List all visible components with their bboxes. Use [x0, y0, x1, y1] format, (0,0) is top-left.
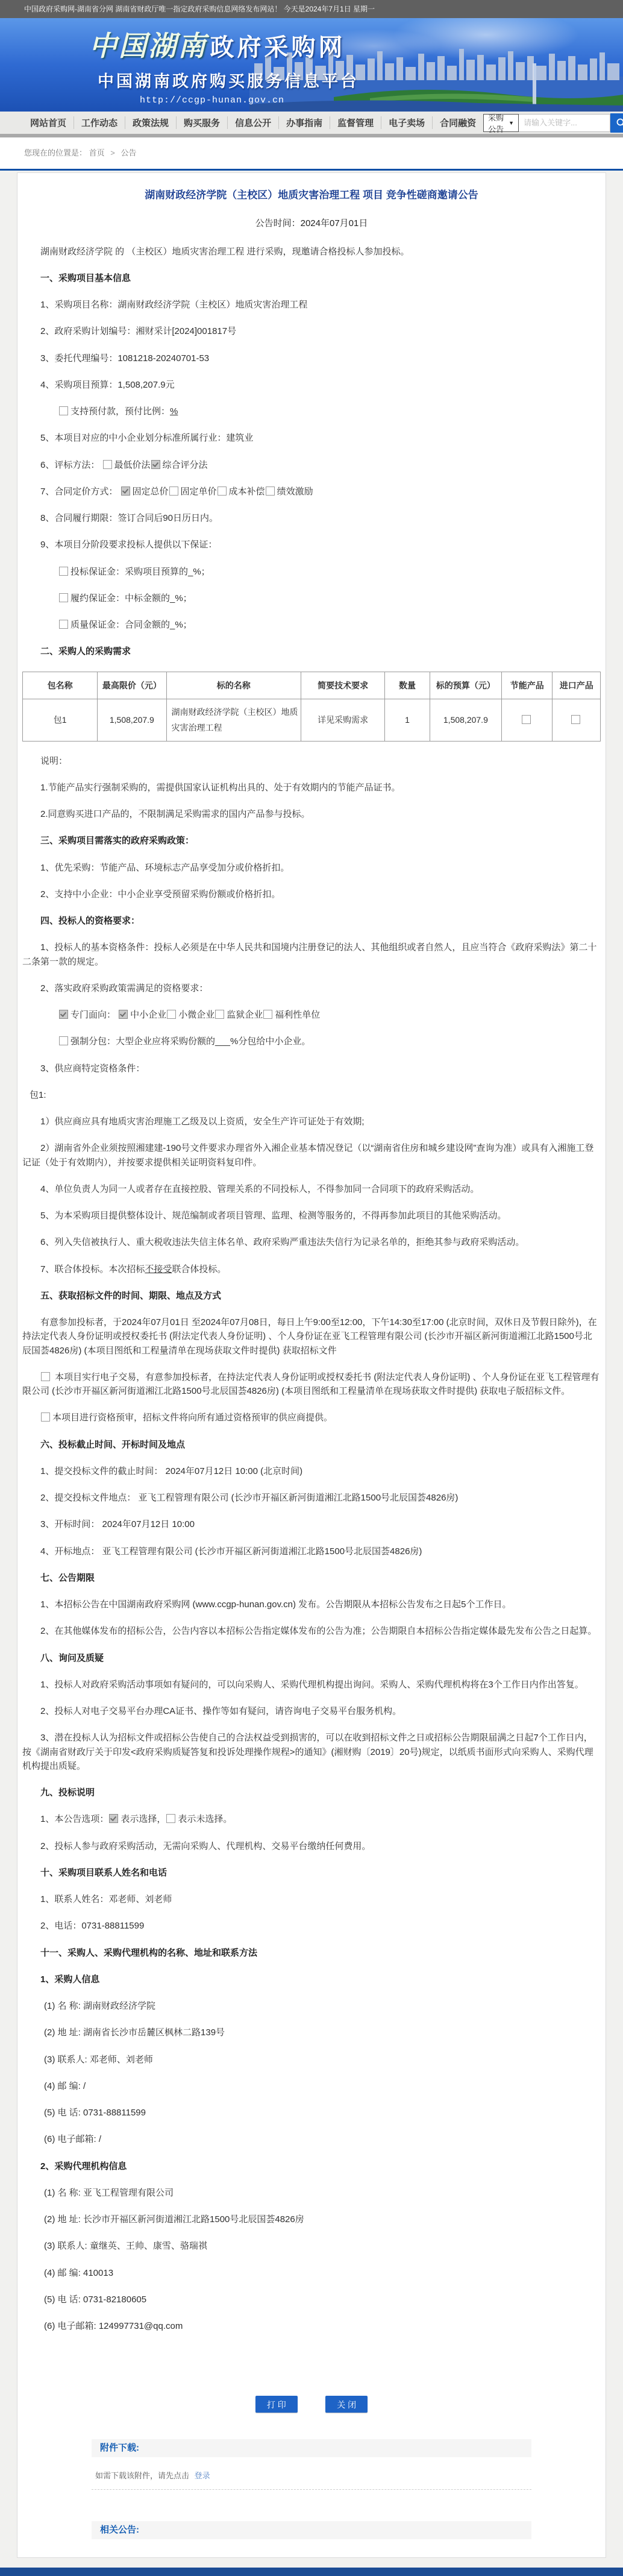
logo-calligraphy-text: 中国湖南	[89, 30, 207, 61]
article-paragraph: 2、投标人对电子交易平台办理CA证书、操作等如有疑问，请咨询电子交易平台服务机构。	[22, 1704, 601, 1718]
table-cell: 1	[385, 699, 430, 741]
article-paragraph: 1、本公告选项： 表示选择， 表示未选择。	[22, 1812, 601, 1826]
action-buttons	[22, 2396, 601, 2413]
close-button[interactable]: 关 闭	[325, 2396, 368, 2413]
article-paragraph: 4、采购项目预算：1,508,207.9元	[22, 378, 601, 392]
attachments-section	[92, 2439, 531, 2490]
checkbox-icon	[59, 406, 68, 415]
nav-item-news[interactable]: 工作动态	[74, 116, 125, 129]
checkbox-icon	[167, 1010, 176, 1019]
article-paragraph: 支持预付款，预付比例：%	[22, 405, 601, 418]
print-button[interactable]: 打 印	[255, 2396, 298, 2413]
article-paragraph: 3、开标时间： 2024年07月12日 10:00	[22, 1517, 601, 1531]
table-cell: 1,508,207.9	[98, 699, 166, 741]
article-paragraph: 2、支持中小企业：中小企业享受预留采购份额或价格折扣。	[22, 887, 601, 901]
article-paragraph: (6) 电子邮箱: 124997731@qq.com	[22, 2319, 601, 2333]
article-paragraph: 6、列入失信被执行人、重大税收违法失信主体名单、政府采购严重违法失信行为记录名单的，拒绝其参与政府采购活动。	[22, 1235, 601, 1249]
table-header-cell: 标的预算（元）	[430, 672, 501, 699]
article-paragraph: 说明：	[22, 754, 601, 768]
article-paragraph: 本项目进行资格预审，招标文件将向所有通过资格预审的供应商提供。	[22, 1411, 601, 1425]
article-paragraph: 2、投标人参与政府采购活动，无需向采购人、代理机构、交易平台缴纳任何费用。	[22, 1839, 601, 1853]
main-navigation	[0, 112, 623, 137]
attachments-header: 附件下载:	[92, 2439, 531, 2457]
article-heading: 十一、采购人、采购代理机构的名称、地址和联系方法	[22, 1946, 601, 1960]
checkbox-icon	[59, 593, 68, 602]
publish-date: 公告时间：2024年07月01日	[22, 216, 601, 229]
article-paragraph: (4) 邮 编: /	[22, 2079, 601, 2093]
requirements-table	[22, 672, 601, 742]
breadcrumb	[0, 137, 623, 169]
article-heading: 九、投标说明	[22, 1786, 601, 1800]
checkbox-icon	[266, 487, 275, 496]
article-paragraph: 9、本项目分阶段要求投标人提供以下保证：	[22, 538, 601, 552]
search-button[interactable]	[610, 113, 623, 133]
search-category-value: 采购公告	[488, 112, 504, 134]
article-paragraph: 3、潜在投标人认为招标文件或招标公告使自己的合法权益受到损害的，可以在收到招标文件之日或招标公告期限届满之日起7个工作日内，按《湖南省财政厅关于印发<政府采购质疑答复和投诉处理操作规程>的通知》(湘财购〔2019〕20号)规定，以纸质书面形式向采购人、采购代理机构提出质疑。	[22, 1731, 601, 1773]
table-header-cell: 进口产品	[553, 672, 601, 699]
article-paragraph: 6、评标方法： 最低价法 综合评分法	[22, 458, 601, 472]
checkbox-checked-icon	[59, 1010, 68, 1019]
login-link[interactable]: 登录	[195, 2471, 210, 2480]
attachment-login-hint: 如需下载该附件，请先点击 登录	[92, 2457, 531, 2490]
article-heading: 1、采购人信息	[22, 1973, 601, 1986]
chevron-down-icon: ▼	[509, 120, 514, 126]
breadcrumb-separator: >	[110, 148, 115, 157]
article-paragraph: (4) 邮 编: 410013	[22, 2266, 601, 2280]
table-row	[23, 699, 601, 741]
article-paragraph: 1、优先采购：节能产品、环境标志产品享受加分或价格折扣。	[22, 861, 601, 875]
article-paragraph: 质量保证金：合同金额的_%；	[22, 618, 601, 632]
checkbox-icon	[59, 620, 68, 629]
site-subtitle: 中国湖南政府购买服务信息平台	[98, 68, 623, 92]
article-paragraph: 7、联合体投标。本次招标不接受联合体投标。	[22, 1262, 601, 1276]
article-paragraph: 1、投标人的基本资格条件：投标人必须是在中华人民共和国境内注册登记的法人、其他组织或者自然人，且应当符合《政府采购法》第二十二条第一款的规定。	[22, 940, 601, 969]
article-heading: 三、采购项目需落实的政府采购政策：	[22, 834, 601, 848]
article-paragraph: (5) 电 话: 0731-82180605	[22, 2293, 601, 2307]
article-heading: 六、投标截止时间、开标时间及地点	[22, 1438, 601, 1452]
checkbox-icon	[522, 715, 531, 724]
search-input[interactable]	[519, 114, 610, 132]
article-heading: 四、投标人的资格要求：	[22, 914, 601, 928]
site-notice-text: 中国政府采购网-湖南省分网 湖南省财政厅唯一指定政府采购信息网络发布网站！ 今天是2024年7月1日 星期一	[24, 5, 375, 13]
nav-item-purchase[interactable]: 购买服务	[176, 116, 227, 129]
article-paragraph: 7、合同定价方式： 固定总价 固定单价 成本补偿 绩效激励	[22, 485, 601, 499]
article-paragraph: 1、提交投标文件的截止时间： 2024年07月12日 10:00 (北京时间)	[22, 1464, 601, 1478]
article-paragraph: 2、提交投标文件地点： 亚飞工程管理有限公司 (长沙市开福区新河街道湘江北路1500号北辰国荟4826房)	[22, 1491, 601, 1505]
table-header-cell: 节能产品	[502, 672, 553, 699]
checkbox-icon	[571, 715, 580, 724]
checkbox-icon	[59, 567, 68, 576]
article-paragraph: 强制分包：大型企业应将采购份额的___%分包给中小企业。	[22, 1034, 601, 1048]
breadcrumb-current[interactable]: 公告	[121, 148, 137, 157]
related-announcements-body	[92, 2539, 531, 2544]
table-header-cell: 最高限价（元）	[98, 672, 166, 699]
page-footer	[0, 2568, 623, 2576]
search-category-select[interactable]	[483, 114, 519, 132]
table-cell: 1,508,207.9	[430, 699, 501, 741]
search-icon	[616, 118, 623, 128]
nav-item-home[interactable]: 网站首页	[23, 116, 74, 129]
checkbox-checked-icon	[119, 1010, 128, 1019]
nav-item-guide[interactable]: 办事指南	[278, 116, 330, 129]
article-paragraph: (2) 地 址: 长沙市开福区新河街道湘江北路1500号北辰国荟4826房	[22, 2212, 601, 2226]
nav-item-policy[interactable]: 政策法规	[125, 116, 176, 129]
nav-item-emall[interactable]: 电子卖场	[381, 116, 432, 129]
article-paragraph: 投标保证金：采购项目预算的_%；	[22, 565, 601, 579]
article-paragraph: (1) 名 称: 湖南财政经济学院	[22, 1999, 601, 2013]
article-heading: 十、采购项目联系人姓名和电话	[22, 1866, 601, 1880]
related-announcements-header: 相关公告:	[92, 2521, 531, 2539]
related-announcements-section	[92, 2521, 531, 2544]
breadcrumb-prefix: 您现在的位置是：	[24, 148, 87, 157]
article-paragraph: 专门面向： 中小企业 小微企业 监狱企业 福利性单位	[22, 1008, 601, 1022]
logo-main-text: 政府采购网	[210, 34, 345, 61]
checkbox-checked-icon	[151, 460, 160, 469]
checkbox-icon	[263, 1010, 272, 1019]
nav-item-supervision[interactable]: 监督管理	[330, 116, 381, 129]
checkbox-checked-icon	[109, 1814, 118, 1823]
article-paragraph: 1、采购项目名称：湖南财政经济学院（主校区）地质灾害治理工程	[22, 298, 601, 312]
article-heading: 2、采购代理机构信息	[22, 2159, 601, 2173]
article-paragraph: 2、落实政府采购政策需满足的资格要求：	[22, 981, 601, 995]
article-paragraph: 1、本招标公告在中国湖南政府采购网 (www.ccgp-hunan.gov.cn) 发布。公告期限从本招标公告发布之日起5个工作日。	[22, 1598, 601, 1611]
article-paragraph: (6) 电子邮箱: /	[22, 2132, 601, 2146]
article-paragraph: 5、本项目对应的中小企业划分标准所属行业：建筑业	[22, 431, 601, 445]
article-paragraph: 2、电话：0731-88811599	[22, 1919, 601, 1933]
table-cell: 湖南财政经济学院（主校区）地质灾害治理工程	[166, 699, 301, 741]
search-bar	[483, 113, 623, 133]
article-paragraph: 4、单位负责人为同一人或者存在直接控股、管理关系的不同投标人，不得参加同一合同项下的政府采购活动。	[22, 1182, 601, 1196]
table-cell: 详见采购需求	[301, 699, 385, 741]
article-paragraph: 2）湖南省外企业须按照湘建建-190号文件要求办理省外入湘企业基本情况登记（以“湖南省住房和城乡建设网”查询为准）或具有入湘施工登记证（处于有效期内），并按要求提供相关证明资料复印件。	[22, 1141, 601, 1170]
checkbox-checked-icon	[121, 487, 130, 496]
table-cell	[502, 699, 553, 741]
site-logo	[0, 18, 623, 105]
announcement-body	[22, 245, 601, 2334]
article-paragraph: 3、供应商特定资格条件：	[22, 1062, 601, 1075]
breadcrumb-home-link[interactable]: 首页	[89, 148, 105, 157]
table-cell: 包1	[23, 699, 98, 741]
article-paragraph: 有意参加投标者，于2024年07月01日 至2024年07月08日，每日上午9:00至12:00，下午14:30至17:00 (北京时间，双休日及节假日除外)，在持法定代表人身份证明或授权委托书 (附法定代表人身份证明) 、个人身份证在亚飞工程管理有限公司 (长沙市开福区新河街道湘江北路1500号北辰国荟4826房) (本项目图纸和工程量清单在现场获取文件时提供) 获取招标文件	[22, 1315, 601, 1358]
article-paragraph: 3、委托代理编号：1081218-20240701-53	[22, 351, 601, 365]
checkbox-icon	[59, 1036, 68, 1045]
article-paragraph: 4、开标地点： 亚飞工程管理有限公司 (长沙市开福区新河街道湘江北路1500号北辰国荟4826房)	[22, 1545, 601, 1558]
article-paragraph: 1）供应商应具有地质灾害治理施工乙级及以上资质，安全生产许可证处于有效期;	[22, 1115, 601, 1129]
article-paragraph: 1.节能产品实行强制采购的，需提供国家认证机构出具的、处于有效期内的节能产品证书。	[22, 781, 601, 795]
nav-item-disclosure[interactable]: 信息公开	[227, 116, 278, 129]
article-heading: 二、采购人的采购需求	[22, 644, 601, 658]
table-cell	[553, 699, 601, 741]
checkbox-icon	[41, 1372, 50, 1381]
table-header-cell: 简要技术要求	[301, 672, 385, 699]
checkbox-icon	[166, 1814, 175, 1823]
article-paragraph: 2、在其他媒体发布的招标公告，公告内容以本招标公告指定媒体发布的公告为准；公告期限自本招标公告指定媒体最先发布公告之日起算。	[22, 1624, 601, 1638]
table-header-cell: 包名称	[23, 672, 98, 699]
site-url: http://ccgp-hunan.gov.cn	[140, 95, 623, 105]
checkbox-icon	[41, 1412, 50, 1422]
article-heading: 七、公告期限	[22, 1571, 601, 1585]
article-paragraph: 包1:	[22, 1088, 601, 1102]
article-heading: 一、采购项目基本信息	[22, 271, 601, 285]
site-banner	[0, 18, 623, 112]
article-paragraph: (3) 联系人: 邓老师、刘老师	[22, 2053, 601, 2067]
article-paragraph: 1、联系人姓名：邓老师、刘老师	[22, 1892, 601, 1906]
article-paragraph: (1) 名 称: 亚飞工程管理有限公司	[22, 2186, 601, 2200]
article-paragraph: 8、合同履行期限：签订合同后90日历日内。	[22, 511, 601, 525]
checkbox-icon	[169, 487, 178, 496]
article-paragraph: 湖南财政经济学院 的 （主校区）地质灾害治理工程 进行采购，现邀请合格投标人参加投标。	[22, 245, 601, 259]
announcement-panel	[17, 172, 606, 2558]
nav-item-financing[interactable]: 合同融资	[432, 116, 483, 129]
article-paragraph: 5、为本采购项目提供整体设计、规范编制或者项目管理、监理、检测等服务的，不得再参加此项目的其他采购活动。	[22, 1209, 601, 1223]
article-paragraph: 履约保证金：中标金额的_%；	[22, 591, 601, 605]
article-paragraph: (3) 联系人: 童继英、王帅、康雪、骆瑞祺	[22, 2239, 601, 2253]
article-paragraph: (2) 地 址: 湖南省长沙市岳麓区枫林二路139号	[22, 2026, 601, 2039]
checkbox-icon	[103, 460, 112, 469]
table-header-cell: 数量	[385, 672, 430, 699]
article-paragraph: (5) 电 话: 0731-88811599	[22, 2106, 601, 2120]
table-header-cell: 标的名称	[166, 672, 301, 699]
article-paragraph: 2、政府采购计划编号：湘财采计[2024]001817号	[22, 324, 601, 338]
article-heading: 五、获取招标文件的时间、期限、地点及方式	[22, 1289, 601, 1303]
checkbox-icon	[218, 487, 227, 496]
page-background	[0, 171, 623, 2563]
page-title: 湖南财政经济学院（主校区）地质灾害治理工程 项目 竞争性磋商邀请公告	[46, 187, 577, 203]
article-paragraph: 本项目实行电子交易，有意参加投标者，在持法定代表人身份证明或授权委托书 (附法定代表人身份证明) 、个人身份证在亚飞工程管理有限公司 (长沙市开福区新河街道湘江北路1500号北辰国荟4826房) (本项目图纸和工程量清单在现场获取文件时提供) 获取电子版招标文件。	[22, 1370, 601, 1399]
article-paragraph: 2.同意购买进口产品的，不限制满足采购需求的国内产品参与投标。	[22, 807, 601, 821]
checkbox-icon	[215, 1010, 224, 1019]
article-heading: 八、询问及质疑	[22, 1651, 601, 1665]
article-paragraph: 1、投标人对政府采购活动事项如有疑问的，可以向采购人、采购代理机构提出询问。采购人、采购代理机构将在3个工作日内作出答复。	[22, 1678, 601, 1692]
site-notice-bar	[0, 0, 623, 18]
